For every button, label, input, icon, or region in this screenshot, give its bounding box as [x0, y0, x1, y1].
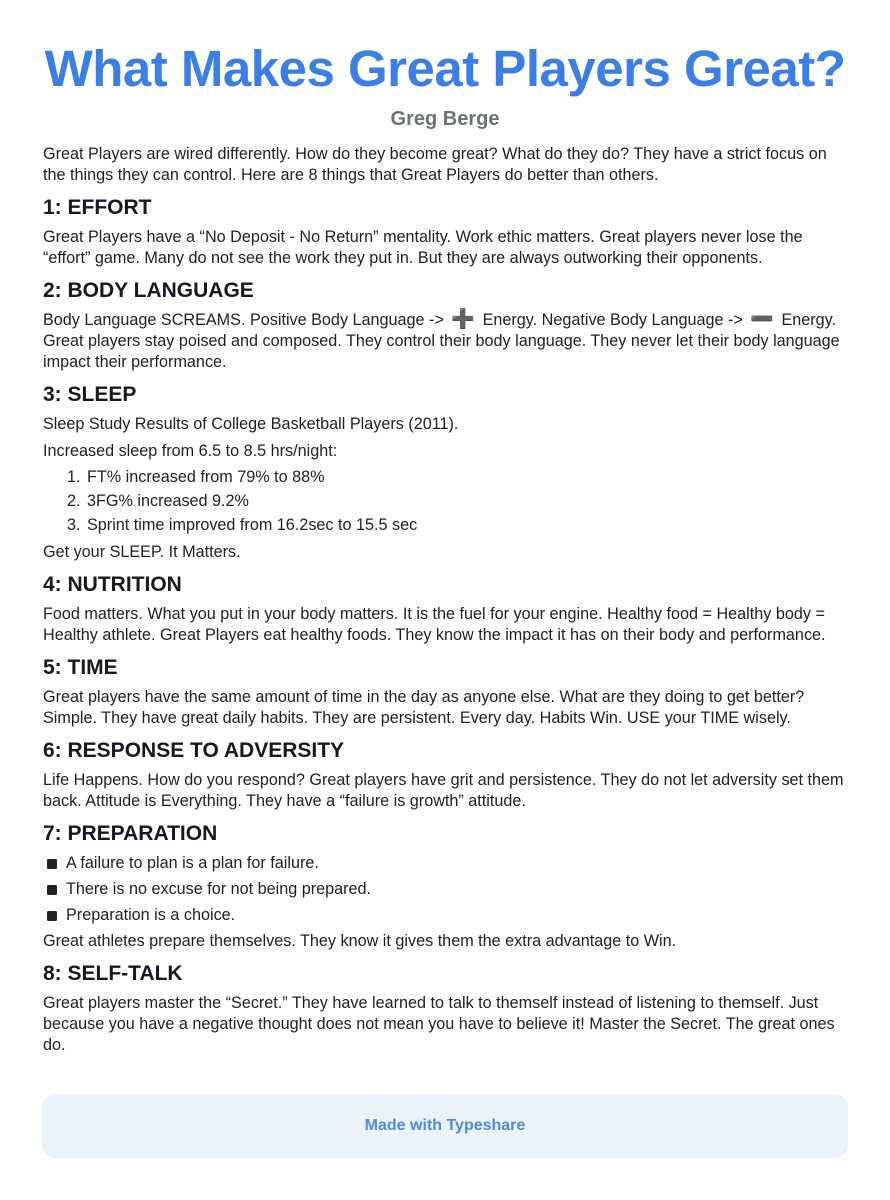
- section-self-talk: [43, 961, 847, 1056]
- section-heading: 3: SLEEP: [43, 383, 137, 406]
- section-heading: 6: RESPONSE TO ADVERSITY: [43, 739, 345, 762]
- list-item: [47, 853, 847, 874]
- section-text: Great players master the “Secret.” They have learned to talk to themself instead of listening to themself. Just because you have a negative thought does not mean you have to believe it! Master the Secret. The great ones do.: [43, 994, 835, 1054]
- preparation-list: [43, 853, 847, 926]
- list-item-text: Preparation is a choice.: [66, 906, 236, 924]
- section-text: Life Happens. How do you respond? Great players have grit and persistence. They do not let adversity set them back. Attitude is Everything. They have a “failure is growth” attitude.: [43, 771, 844, 810]
- list-item: 2. 3FG% increased 9.2%: [85, 491, 847, 512]
- section-heading: 8: SELF-TALK: [43, 962, 183, 985]
- section-heading: 4: NUTRITION: [43, 573, 182, 596]
- list-item-text: There is no excuse for not being prepared.: [66, 880, 372, 898]
- section-text: Sleep Study Results of College Basketball Players (2011).: [43, 415, 459, 433]
- section-effort: [43, 195, 847, 269]
- sleep-results-list: [43, 467, 847, 536]
- section-adversity: [43, 738, 847, 812]
- section-heading: 2: BODY LANGUAGE: [43, 279, 254, 302]
- section-body-language: [43, 278, 847, 373]
- list-item: 3. Sprint time improved from 16.2sec to 15.5 sec: [85, 515, 847, 536]
- footer-label[interactable]: Made with Typeshare: [364, 1117, 526, 1134]
- intro-paragraph: Great Players are wired differently. How do they become great? What do they do? They have a strict focus on the things they can control. Here are 8 things that Great Players do better than others.: [43, 145, 827, 184]
- section-text: Great Players have a “No Deposit - No Return” mentality. Work ethic matters. Great players never lose the “effort” game. Many do not see the work they put in. But they are always outworking their opponents.: [43, 228, 803, 267]
- section-heading: 5: TIME: [43, 656, 118, 679]
- author-name: Greg Berge: [390, 108, 500, 130]
- list-item: [47, 879, 847, 900]
- text-part: Energy. Great players stay poised and composed. They control their body language. They never let their body language impact their performance.: [43, 311, 840, 371]
- minus-icon: ➖: [750, 309, 774, 330]
- list-item: 1. FT% increased from 79% to 88%: [85, 467, 847, 488]
- article-title: What Makes Great Players Great?: [44, 40, 846, 97]
- black-square-icon: [47, 859, 57, 869]
- list-item: [47, 905, 847, 926]
- list-item-text: A failure to plan is a plan for failure.: [66, 854, 319, 872]
- section-time: [43, 655, 847, 729]
- text-part: Energy. Negative Body Language ->: [482, 311, 743, 329]
- black-square-icon: [47, 911, 57, 921]
- text-part: Body Language SCREAMS. Positive Body Language ->: [43, 311, 444, 329]
- section-text: Food matters. What you put in your body matters. It is the fuel for your engine. Healthy food = Healthy body = Healthy athlete. Great Players eat healthy foods. They know the impact it has on their body and performance.: [43, 605, 826, 644]
- plus-icon: ➕: [451, 309, 476, 330]
- black-square-icon: [47, 885, 57, 895]
- section-nutrition: [43, 572, 847, 646]
- section-heading: 7: PREPARATION: [43, 822, 218, 845]
- section-text: Great athletes prepare themselves. They know it gives them the extra advantage to Win.: [43, 932, 677, 950]
- section-text: Get your SLEEP. It Matters.: [43, 543, 241, 561]
- section-text: Great players have the same amount of time in the day as anyone else. What are they doing to get better? Simple. They have great daily habits. They are persistent. Every day. Habits Win. USE your TIME wisely.: [43, 688, 805, 727]
- section-preparation: [43, 821, 847, 952]
- section-heading: 1: EFFORT: [43, 196, 152, 219]
- section-text: [43, 310, 847, 373]
- article: [43, 0, 847, 1056]
- section-sleep: [43, 382, 847, 563]
- typeshare-footer[interactable]: [42, 1094, 848, 1158]
- section-text: Increased sleep from 6.5 to 8.5 hrs/night:: [43, 442, 338, 460]
